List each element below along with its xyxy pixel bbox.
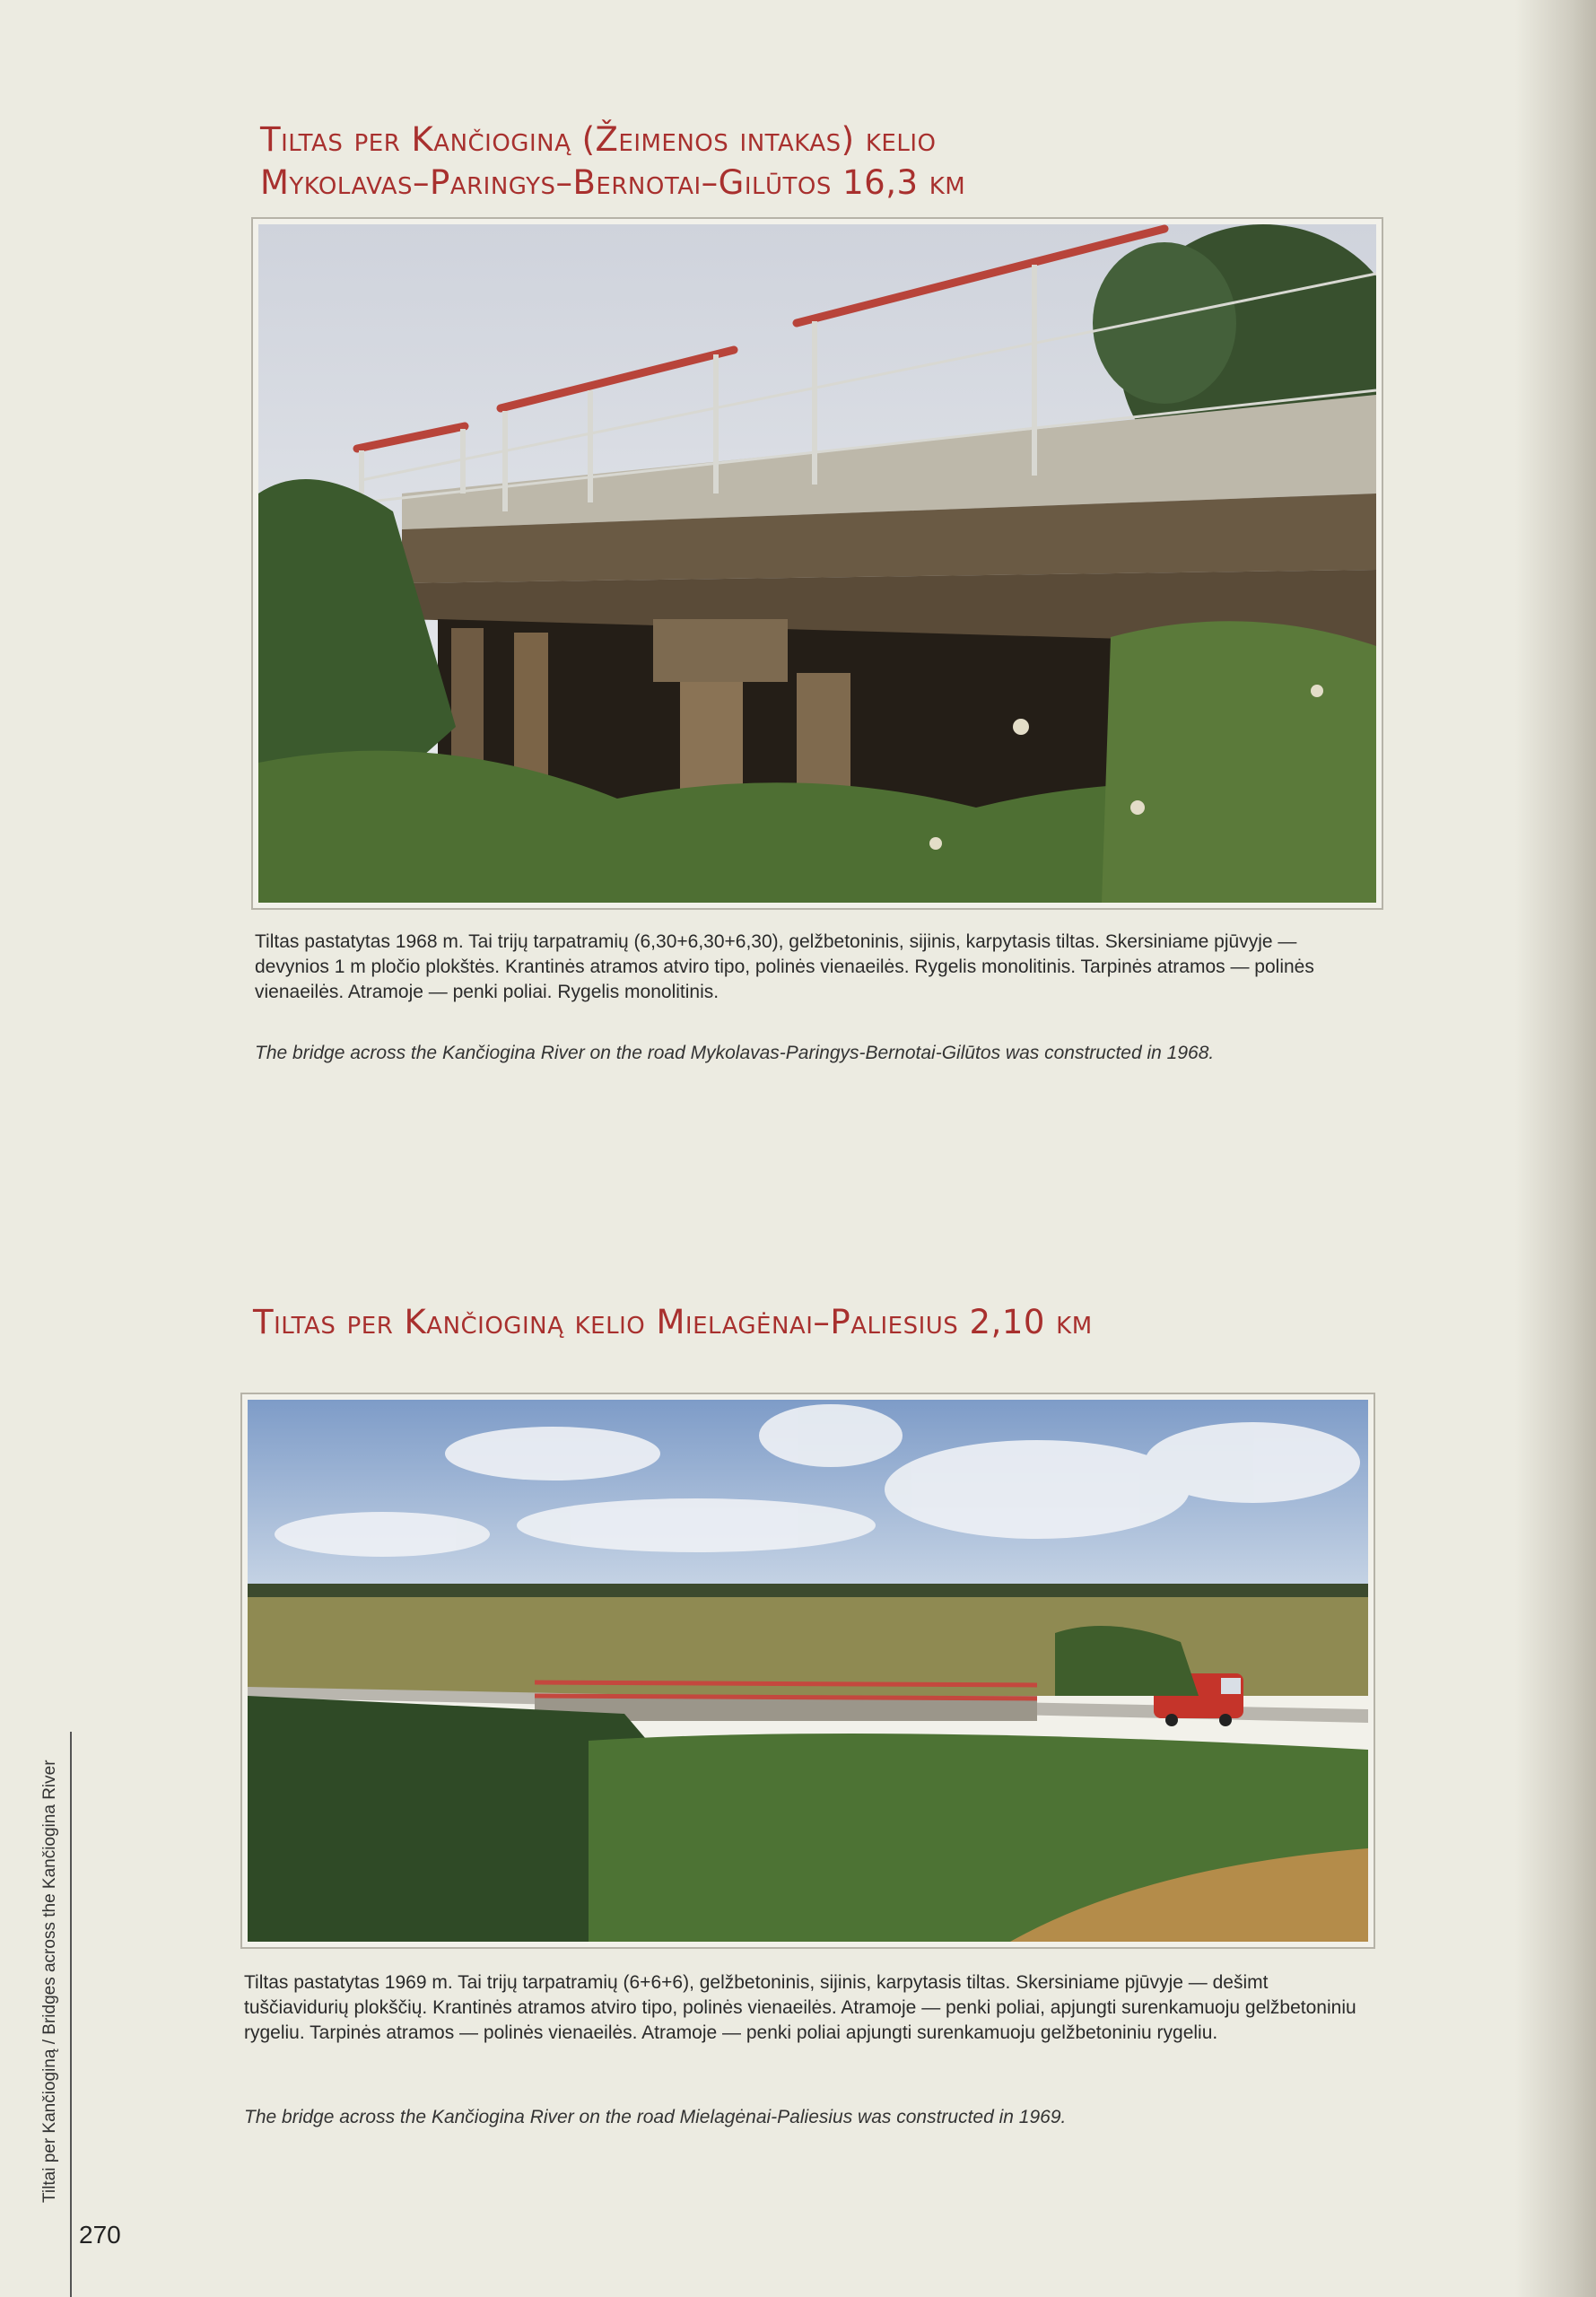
bridge-2-description-en: The bridge across the Kančiogina River on the road Mielagėnai-Paliesius was constructed in 1969. bbox=[244, 2107, 1067, 2127]
bridge-2-photo-image bbox=[248, 1400, 1368, 1942]
bridge-1-photo-image bbox=[258, 224, 1376, 903]
bridge-2-photo bbox=[240, 1393, 1375, 1949]
page-gutter-shadow bbox=[1515, 0, 1596, 2297]
bridge-1-title-line1: Tiltas per Kančioginą (Žeimenos intakas) kelio bbox=[260, 120, 937, 159]
bridge-2-description-lt: Tiltas pastatytas 1969 m. Tai trijų tarpatramių (6+6+6), gelžbetoninis, sijinis, karpytasis tiltas. Skersiniame pjūvyje — dešimt tuščiavidurių plokščių. Krantinės atramos atviro tipo, polinės vienaeilės. Atramoje — penki poliai, apjungti surenkamuoju gelžbetoniniu rygeliu. Tarpinės atramos — polinės vienaeilės. Atramoje — penki poliai apjungti surenkamuoju gelžbetoniniu rygeliu. bbox=[244, 1972, 1356, 2043]
bridge-1-title-line2: Mykolavas–Paringys–Bernotai–Gilūtos 16,3 km bbox=[260, 163, 966, 202]
side-divider-rule bbox=[70, 1732, 72, 2297]
bridge-2-title: Tiltas per Kančioginą kelio Mielagėnai–Paliesius 2,10 km bbox=[253, 1303, 1093, 1341]
bridge-1-title bbox=[260, 118, 965, 205]
bridge-1-photo bbox=[251, 217, 1383, 910]
running-side-label: Tiltai per Kančioginą / Bridges across the Kančiogina River bbox=[40, 1760, 59, 2203]
page-number: 270 bbox=[79, 2221, 121, 2249]
bridge-1-description-lt: Tiltas pastatytas 1968 m. Tai trijų tarpatramių (6,30+6,30+6,30), gelžbetoninis, sijinis, karpytasis tiltas. Skersiniame pjūvyje — devynios 1 m pločio plokštės. Krantinės atramos atviro tipo, polinės vienaeilės. Rygelis monolitinis. Tarpinės atramos — polinės vienaeilės. Atramoje — penki poliai. Rygelis monolitinis. bbox=[255, 931, 1314, 1002]
bridge-1-description-en: The bridge across the Kančiogina River on the road Mykolavas-Paringys-Bernotai-Gilūtos was constructed in 1968. bbox=[255, 1043, 1215, 1063]
